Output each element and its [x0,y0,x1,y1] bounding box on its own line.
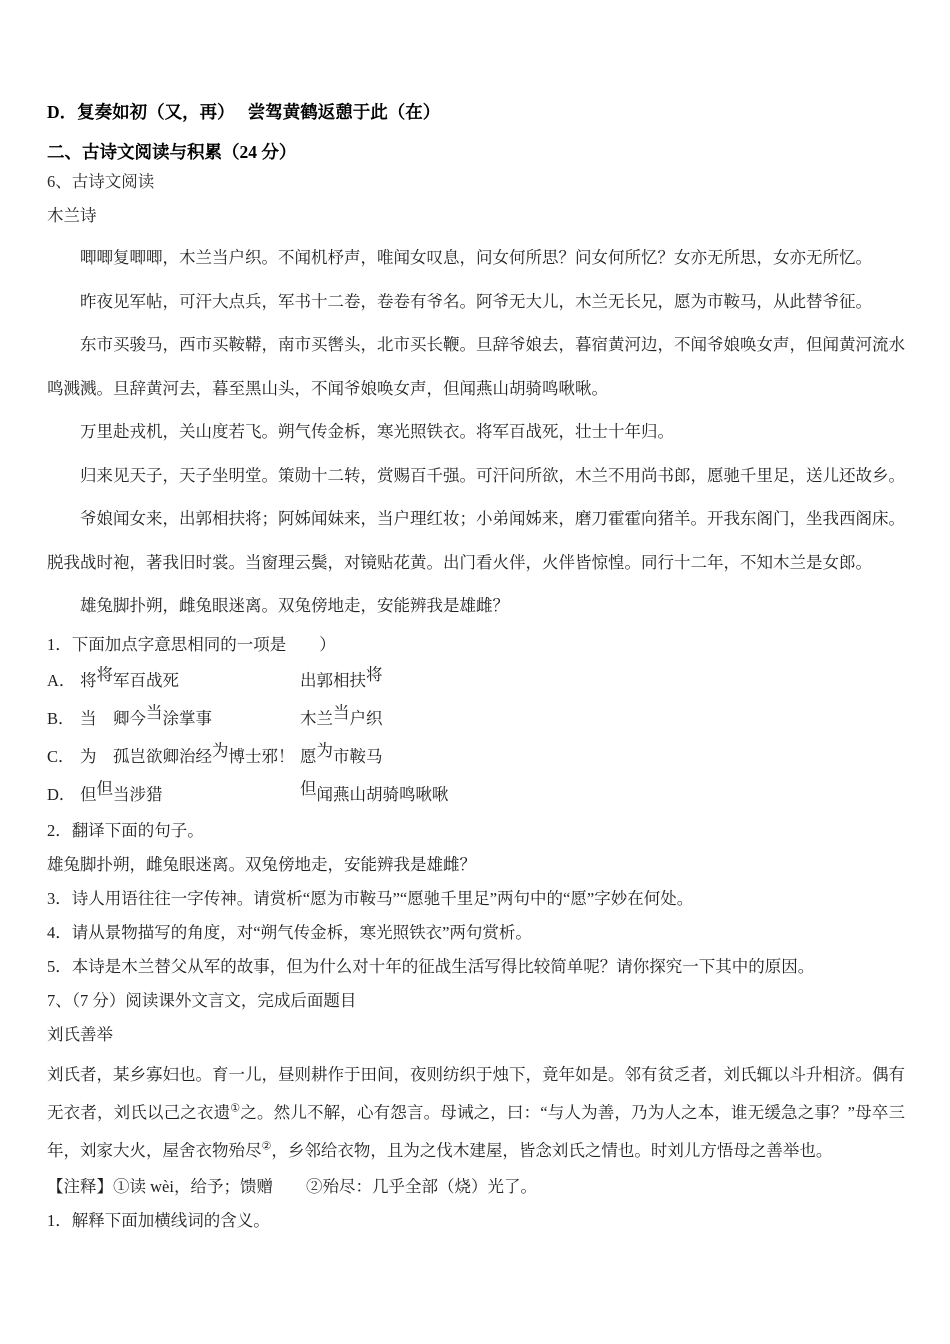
question-5-text: 5．本诗是木兰替父从军的故事，但为什么对十年的征战生活写得比较简单呢？请你探究一下其中的原因。 [47,956,815,976]
poem-paragraph-3: 东市买骏马，西市买鞍鞯，南市买辔头，北市买长鞭。旦辞爷娘去，暮宿黄河边，不闻爷娘唤女声，但闻黄河流水鸣溅溅。旦辞黄河去，暮至黑山头，不闻爷娘唤女声，但闻燕山胡骑鸣啾啾。 [47,335,905,398]
poem-paragraph-1: 唧唧复唧唧，木兰当户织。不闻机杼声，唯闻女叹息，问女何所思？问女何所忆？女亦无所思，女亦无所忆。 [80,248,872,267]
passage-liushi: 刘氏者，某乡寡妇也。育一儿，昼则耕作于田间，夜则纺织于烛下，竟年如是。邻有贫乏者，刘氏辄以斗升相济。偶有无衣者，刘氏以己之衣遗①之。然儿不解，心有怨言。母诫之，曰：“与人为善，乃为人之本，谁无缓急之事？”母卒三年，刘家大火，屋舍衣物殆尽②，乡邻给衣物，且为之伐木建屋，皆念刘氏之情也。时刘儿方悟母之善举也。 [47,1064,905,1160]
poem-paragraph-7: 雄兔脚扑朔，雌兔眼迷离。双兔傍地走，安能辨我是雄雌？ [80,596,509,615]
question-7-label: 7、（7 分）阅读课外文言文，完成后面题目 [47,990,357,1010]
option-row-d [47,776,905,814]
question-2-text: 2．翻译下面的句子。 [47,820,204,840]
section-header: 二、古诗文阅读与积累（24 分） [47,142,297,162]
poem-paragraph-4: 万里赴戎机，关山度若飞。朔气传金柝，寒光照铁衣。将军百战死，壮士十年归。 [80,422,674,441]
option-a-phrase-1: 将将军百战死 [80,664,179,690]
question-1-text: 1．下面加点字意思相同的一项是 ） [47,634,336,654]
question-1-options [47,662,905,814]
option-c-phrase-1: 为 孤岂欲卿治经为博士邪！ [80,740,295,766]
option-b-phrase-2: 木兰当户织 [300,702,383,728]
option-letter-a: A． [47,670,76,690]
poem-title: 木兰诗 [47,206,97,225]
option-letter-b: B． [47,708,75,728]
poem-paragraph-6: 爷娘闻女来，出郭相扶将；阿姊闻妹来，当户理红妆；小弟闻姊来，磨刀霍霍向猪羊。开我东阁门，坐我西阁床。脱我战时袍，著我旧时裳。当窗理云鬓，对镜贴花黄。出门看火伴，火伴皆惊惶。同行十二年，不知木兰是女郎。 [47,509,905,572]
option-row-a [47,662,905,700]
prev-question-option-d: D．复奏如初（又，再） 尝驾黄鹤返憩于此（在） [47,102,441,122]
option-row-c [47,738,905,776]
question-7-sub-1: 1．解释下面加横线词的含义。 [47,1210,270,1230]
option-a-phrase-2: 出郭相扶将 [300,664,383,690]
option-row-b [47,700,905,738]
question-6-label: 6、古诗文阅读 [47,172,155,191]
question-2-sentence: 雄兔脚扑朔，雌兔眼迷离。双兔傍地走，安能辨我是雄雌？ [47,854,476,874]
option-b-phrase-1: 当 卿今当涂掌事 [80,702,212,728]
option-d-phrase-1: 但但当涉猎 [80,778,163,804]
passage-title: 刘氏善举 [47,1024,113,1044]
poem-mulan [47,236,905,628]
option-d-phrase-2: 但闻燕山胡骑鸣啾啾 [300,778,449,804]
passage-notes: 【注释】①读 wèi，给予；馈赠 ②殆尽：几乎全部（烧）光了。 [47,1176,537,1196]
poem-paragraph-5: 归来见天子，天子坐明堂。策勋十二转，赏赐百千强。可汗问所欲，木兰不用尚书郎，愿驰千里足，送儿还故乡。 [80,465,905,485]
option-c-phrase-2: 愿为市鞍马 [300,740,383,766]
question-3-text: 3．诗人用语往往一字传神。请赏析“愿为市鞍马”“愿驰千里足”两句中的“愿”字妙在何处。 [47,888,694,908]
question-4-text: 4．请从景物描写的角度，对“朔气传金柝，寒光照铁衣”两句赏析。 [47,922,532,942]
option-letter-d: D． [47,784,76,804]
option-letter-c: C． [47,746,75,766]
poem-paragraph-2: 昨夜见军帖，可汗大点兵，军书十二卷，卷卷有爷名。阿爷无大儿，木兰无长兄，愿为市鞍马，从此替爷征。 [80,291,872,311]
